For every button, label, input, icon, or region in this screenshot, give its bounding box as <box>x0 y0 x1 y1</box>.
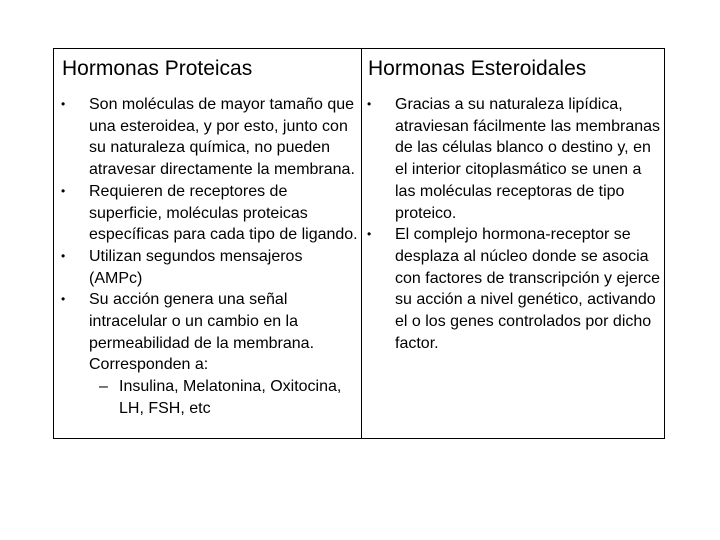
sub-list-item-text: Insulina, Melatonina, Oxitocina, LH, FSH, etc <box>119 378 342 417</box>
bullet-icon: • <box>367 227 372 242</box>
list-item-text: Requieren de receptores de superficie, moléculas proteicas específicas para cada tipo de ligando. <box>89 182 358 244</box>
column-divider <box>361 49 362 438</box>
list-item <box>62 181 358 246</box>
list-item-text: Gracias a su naturaleza lipídica, atraviesan fácilmente las membranas de las células blanco o destino y, en el interior citoplasmático se unen a las moléculas receptoras de tipo proteico. <box>395 96 661 222</box>
protein-hormones-header: Hormonas Proteicas <box>62 57 253 80</box>
hormone-examples-list <box>89 376 358 419</box>
steroid-hormones-list <box>368 94 660 354</box>
steroid-hormones-header: Hormonas Esteroidales <box>368 57 587 80</box>
list-item-text: Su acción genera una señal intracelular o un cambio en la permeabilidad de la membrana. Corresponden a: <box>89 291 315 374</box>
list-item <box>62 246 358 289</box>
bullet-icon: • <box>61 183 66 198</box>
comparison-table <box>53 48 665 439</box>
protein-hormones-list <box>62 94 358 420</box>
list-item-text: El complejo hormona-receptor se desplaza al núcleo donde se asocia con factores de transcripción y ejerce su acción a nivel genético, activando el o los genes controlados por dicho factor. <box>395 226 661 352</box>
list-item <box>368 224 660 354</box>
list-item <box>368 94 660 224</box>
list-item <box>62 94 358 181</box>
list-item-text: Son moléculas de mayor tamaño que una esteroidea, y por esto, junto con su naturaleza química, no pueden atravesar directamente la membrana. <box>89 96 355 179</box>
bullet-icon: • <box>61 97 66 111</box>
bullet-icon: • <box>61 292 66 307</box>
list-item-text: Utilizan segundos mensajeros (AMPc) <box>89 247 303 287</box>
sub-list-item <box>89 376 358 419</box>
dash-icon: – <box>99 378 108 396</box>
protein-hormones-column <box>62 49 358 420</box>
bullet-icon: • <box>61 248 66 263</box>
steroid-hormones-column <box>368 49 660 354</box>
list-item <box>62 289 358 419</box>
bullet-icon: • <box>367 97 372 111</box>
